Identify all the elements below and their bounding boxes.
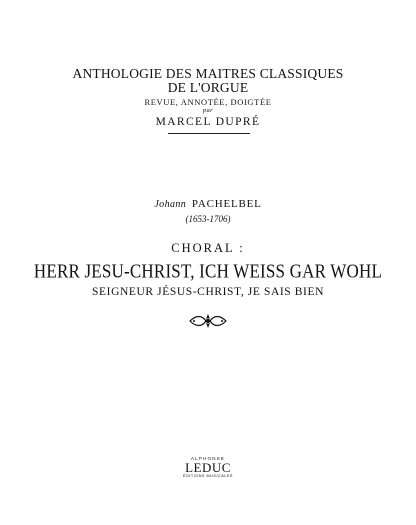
anthology-subtitle: REVUE, ANNOTÉE, DOIGTÉE	[144, 97, 272, 107]
publisher-logo	[178, 456, 238, 479]
anthology-by: par	[202, 107, 214, 114]
composer-family-name: PACHELBEL	[191, 198, 262, 210]
work-title-french: SEIGNEUR JÉSUS-CHRIST, JE SAIS BIEN	[92, 286, 324, 298]
publisher-first-name: ALPHONSE	[190, 456, 226, 461]
publisher-name: LEDUC	[185, 460, 231, 475]
anthology-editor: MARCEL DUPRÉ	[155, 116, 261, 128]
anthology-title-line1: ANTHOLOGIE DES MAITRES CLASSIQUES	[72, 66, 344, 81]
anthology-title-line2: DE L'ORGUE	[167, 80, 249, 95]
composer-dates: (1653-1706)	[185, 214, 231, 224]
title-divider	[168, 133, 250, 134]
publisher-subline: ÉDITIONS MUSICALES	[183, 474, 233, 478]
work-title-german: HERR JESU-CHRIST, ICH WEISS GAR WOHL	[33, 260, 383, 282]
fleuron-ornament-icon	[188, 311, 228, 331]
composer-name	[0, 198, 416, 210]
composer-given-name: Johann	[154, 199, 187, 210]
work-label: CHORAL :	[171, 241, 245, 255]
